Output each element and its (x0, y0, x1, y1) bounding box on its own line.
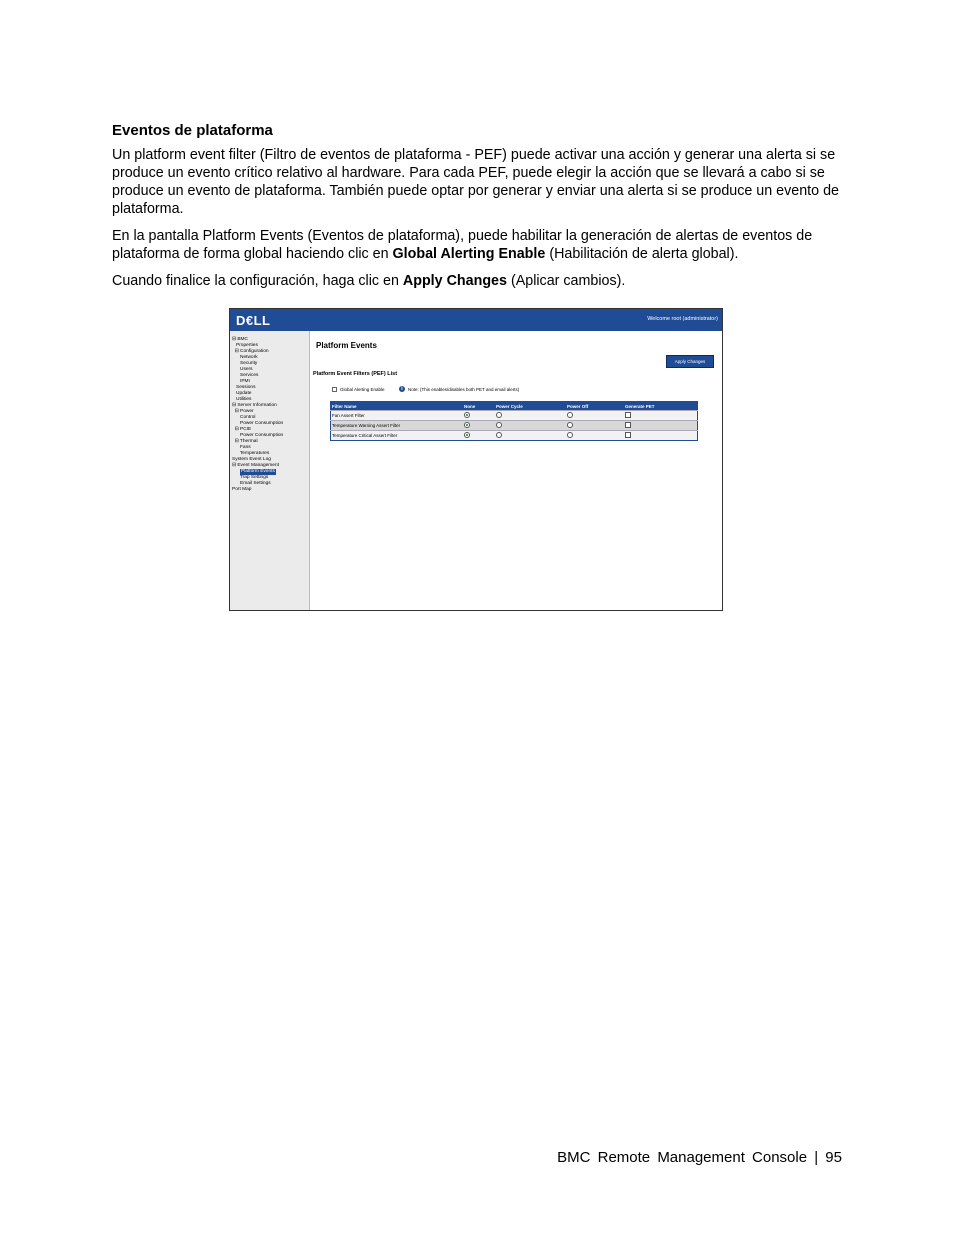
nav-tree-label: Platform Events (241, 469, 275, 474)
nav-tree-label: IPMI (232, 379, 250, 384)
nav-tree-label: Temperatures (232, 451, 270, 456)
nav-tree-label: Update (232, 391, 252, 396)
nav-tree-label: Network (232, 355, 258, 360)
table-row (331, 421, 698, 431)
nav-tree (232, 337, 283, 493)
intro-paragraph: Un platform event filter (Filtro de eventos de plataforma - PEF) puede activar una acción y generar una alerta si se produce un evento crítico relativo al hardware. Para cada PEF, puede elegir la acción que se llevará a cabo si se produce un evento de plataforma. También puede optar por generar y enviar una alerta si se produce un evento de plataforma. (112, 147, 839, 217)
pef-list-title: Platform Event Filters (PEF) List (313, 371, 398, 377)
note (399, 386, 519, 392)
global-alerting-label: Global Alerting Enable (340, 387, 385, 392)
nav-tree-label: ⊟ Power (232, 409, 254, 414)
nav-tree-label: Email Settings (232, 481, 271, 486)
radio-power-cycle[interactable] (496, 422, 502, 428)
nav-tree-label: ⊟ Server Information (232, 403, 277, 408)
radio-none[interactable] (464, 412, 470, 418)
filter-name: Temperature Critical Assert Filter (331, 431, 464, 441)
para2-bold: Global Alerting Enable (392, 246, 546, 262)
dell-logo: D€LL (236, 313, 271, 328)
top-banner (230, 309, 722, 331)
col-generate-pet: Generate PET (624, 402, 698, 411)
global-alerting-checkbox[interactable] (332, 387, 337, 392)
para3-text-c: (Aplicar cambios). (506, 273, 626, 289)
nav-tree-label: Utilities (232, 397, 252, 402)
nav-tree-label: Sessions (232, 385, 256, 390)
global-alerting-toggle[interactable] (332, 387, 385, 392)
filter-name: Temperature Warning Assert Filter (331, 421, 464, 431)
filter-name: Fan Assert Filter (331, 411, 464, 421)
nav-sidebar (230, 331, 310, 610)
generate-pet-checkbox[interactable] (625, 412, 631, 418)
radio-power-off[interactable] (567, 412, 573, 418)
table-row (331, 411, 698, 421)
nav-tree-label: ⊟ Configuration (232, 349, 269, 354)
info-icon: i (399, 386, 405, 392)
radio-none[interactable] (464, 432, 470, 438)
radio-none[interactable] (464, 422, 470, 428)
nav-tree-label: Services (232, 373, 259, 378)
col-none: None (463, 402, 495, 411)
generate-pet-checkbox[interactable] (625, 432, 631, 438)
nav-tree-label: Fans (232, 445, 251, 450)
main-content (310, 331, 722, 610)
radio-power-off[interactable] (567, 422, 573, 428)
page-footer: BMC Remote Management Console | 95 (557, 1149, 842, 1166)
welcome-text: Welcome root (administrator) (647, 316, 718, 322)
para3-text-a: Cuando finalice la configuración, haga clic en (112, 273, 403, 289)
nav-tree-label: Users (232, 367, 253, 372)
nav-tree-label: ⊟ Thermal (232, 439, 258, 444)
nav-tree-label: ⊟ PCIE (232, 427, 252, 432)
section-heading: Eventos de plataforma (112, 122, 273, 139)
page-title: Platform Events (316, 341, 377, 350)
nav-tree-label: ⊟ Event Management (232, 463, 279, 468)
apply-paragraph (112, 272, 847, 290)
note-text: Note: (This enables/disables both PET and email alerts) (408, 386, 520, 392)
nav-tree-label: Trap Settings (232, 475, 269, 480)
nav-tree-label: Security (232, 361, 258, 366)
platform-events-screenshot (229, 308, 723, 611)
col-power-off: Power Off (566, 402, 624, 411)
pef-header-row (331, 402, 698, 411)
nav-tree-label: Power Consumption (232, 433, 284, 438)
radio-power-cycle[interactable] (496, 432, 502, 438)
apply-changes-button[interactable]: Apply Changes (666, 355, 714, 368)
para2-text-a: En la pantalla Platform Events (Eventos de plataforma), puede habilitar la generación de alertas de eventos de plataforma de forma global haciendo clic en (112, 228, 813, 262)
global-alert-paragraph (112, 227, 847, 263)
nav-tree-label: Control (232, 415, 256, 420)
nav-tree-label: Port Map (232, 487, 252, 492)
para3-bold: Apply Changes (402, 273, 507, 289)
radio-power-cycle[interactable] (496, 412, 502, 418)
nav-tree-item[interactable] (232, 487, 283, 493)
nav-tree-label: ⊟ BMC (232, 337, 249, 342)
nav-tree-label: Properties (232, 343, 258, 348)
para2-text-c: (Habilitación de alerta global). (545, 246, 739, 262)
col-power-cycle: Power Cycle (495, 402, 566, 411)
generate-pet-checkbox[interactable] (625, 422, 631, 428)
col-filter-name: Filter Name (331, 402, 464, 411)
radio-power-off[interactable] (567, 432, 573, 438)
nav-tree-label: Power Consumption (232, 421, 284, 426)
pef-table (330, 401, 698, 441)
table-row (331, 431, 698, 441)
nav-tree-label: System Event Log (232, 457, 271, 462)
